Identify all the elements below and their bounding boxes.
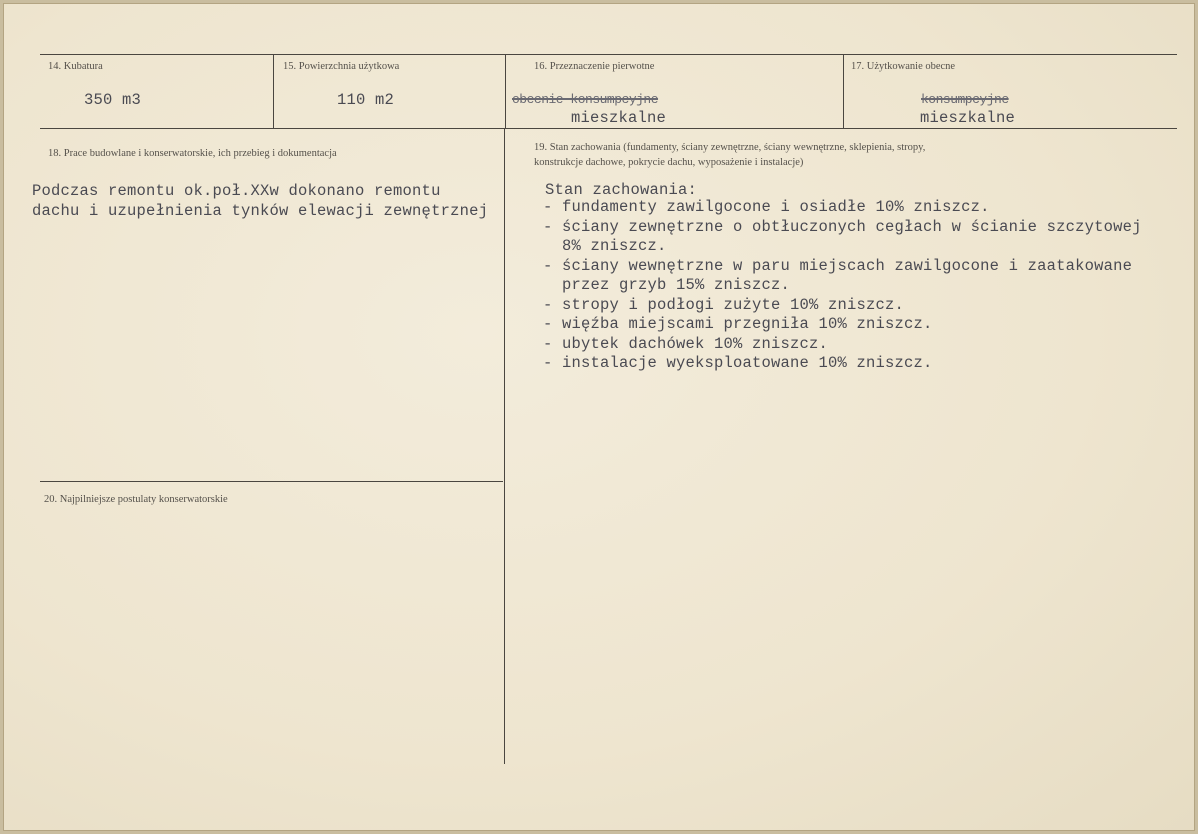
list-item: - więźba miejscami przegniła 10% zniszcz. (543, 315, 933, 333)
list-item: przez grzyb 15% zniszcz. (543, 276, 791, 294)
works-text-line1: Podczas remontu ok.poł.XXw dokonano remontu (32, 182, 441, 200)
list-item: 8% zniszcz. (543, 237, 667, 255)
list-item: - ubytek dachówek 10% zniszcz. (543, 334, 829, 353)
current-use-label: 17. Użytkowanie obecne (851, 61, 956, 72)
usable-area-value: 110 m2 (337, 91, 395, 109)
current-use-value: mieszkalne (920, 109, 1016, 127)
condition-label-line2: konstrukcje dachowe, pokrycie dachu, wyposażenie i instalacje) (534, 157, 804, 168)
original-purpose-label: 16. Przeznaczenie pierwotne (534, 61, 655, 72)
row1-bottom-rule (40, 128, 1177, 129)
postulates-label: 20. Najpilniejsze postulaty konserwatorskie (44, 494, 228, 505)
divider-16-17 (843, 54, 844, 128)
main-vertical-divider (504, 128, 505, 764)
works-label: 18. Prace budowlane i konserwatorskie, ich przebieg i dokumentacja (48, 148, 337, 159)
original-purpose-struck-value: obecnie konsumpcyjne (512, 92, 659, 107)
condition-list (543, 198, 1183, 374)
works-text-line2: dachu i uzupełnienia tynków elewacji zewnętrznej (32, 202, 489, 220)
current-use-struck-value: konsumpcyjne (921, 92, 1009, 107)
cubature-label: 14. Kubatura (48, 61, 103, 72)
divider-15-16 (505, 54, 506, 128)
list-item: - stropy i podłogi zużyte 10% zniszcz. (543, 295, 905, 314)
list-item: - ściany zewnętrzne o obtłuczonych cegłach w ścianie szczytowej (543, 217, 1142, 236)
list-item: - ściany wewnętrzne w paru miejscach zawilgocone i zaatakowane (543, 256, 1133, 275)
usable-area-label: 15. Powierzchnia użytkowa (283, 61, 400, 72)
list-item: - instalacje wyeksploatowane 10% zniszcz. (543, 354, 933, 372)
list-item: - fundamenty zawilgocone i osiadłe 10% zniszcz. (543, 198, 990, 216)
cubature-value: 350 m3 (84, 91, 142, 109)
condition-label-line1: 19. Stan zachowania (fundamenty, ściany zewnętrzne, ściany wewnętrzne, sklepienia, stropy, (534, 142, 926, 153)
top-rule (40, 54, 1177, 55)
original-purpose-value: mieszkalne (571, 109, 667, 127)
condition-heading: Stan zachowania: (545, 181, 698, 199)
section18-bottom-rule (40, 481, 503, 482)
divider-14-15 (273, 54, 274, 128)
